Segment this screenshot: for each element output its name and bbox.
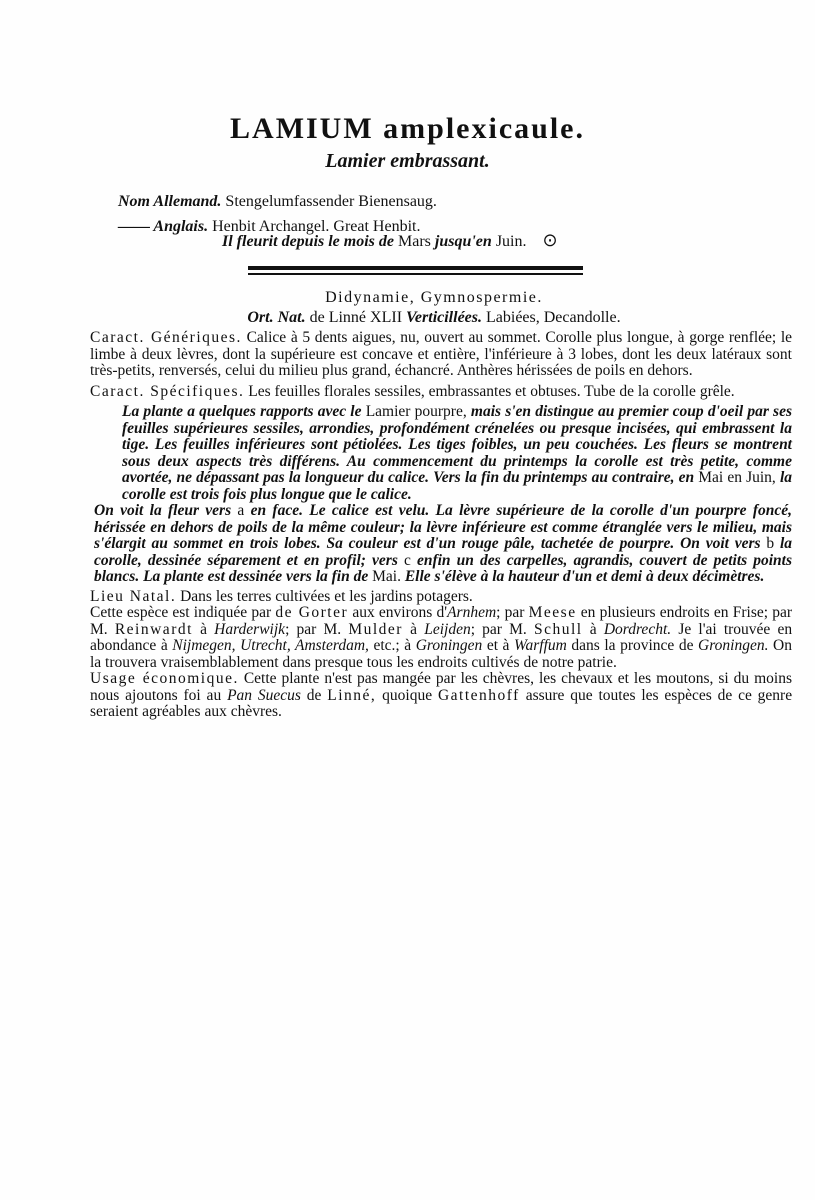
description-text: la corolle est trois fois plus longue que le calice.	[122, 469, 792, 503]
habitat-text: Je l'ai trouvée en abondance à	[90, 620, 793, 654]
flowering-end-month: Juin.	[495, 233, 527, 250]
english-name-value: Henbit Archangel. Great Henbit.	[212, 218, 421, 235]
place-name: Dordrecht.	[603, 620, 672, 638]
figure-letter-c: c	[403, 551, 411, 569]
habitat-paragraph	[76, 605, 792, 671]
specific-characters	[76, 384, 792, 401]
english-name-label: —— Anglais.	[118, 218, 209, 235]
natural-order-label: Ort. Nat.	[247, 308, 306, 326]
habitat-heading	[76, 589, 792, 606]
description-months: Mai en Juin,	[698, 469, 776, 486]
author-name: Linné,	[327, 686, 377, 704]
description-text: La plante a quelques rapports avec le	[122, 403, 362, 420]
work-title: Pan Suecus	[227, 686, 301, 704]
natural-order-decandolle: Labiées, Decandolle.	[486, 308, 621, 326]
flowering-text: Il fleurit depuis le mois de	[222, 233, 394, 250]
place-name: Arnhem	[447, 604, 497, 621]
habitat-label: Lieu Natal.	[90, 587, 177, 605]
author-name: Meese	[528, 604, 577, 621]
habitat-text: Dans les terres cultivées et les jardins potagers.	[180, 587, 473, 605]
habitat-text: ; par	[496, 604, 525, 621]
habitat-text: en plusieurs endroits en Frise; par M.	[90, 604, 793, 638]
usage-label: Usage économique.	[90, 670, 239, 687]
author-name: Gattenhoff	[437, 686, 520, 704]
place-name: Leijden	[424, 620, 471, 638]
linnaean-class: Didynamie, Gymnospermie.	[325, 289, 543, 306]
page-subtitle: Lamier embrassant.	[325, 150, 490, 172]
habitat-text: aux environs d'	[352, 604, 448, 621]
author-name: Mulder	[348, 620, 403, 638]
description-text: On voit la fleur vers	[94, 502, 232, 519]
description-text: Elle s'élève à la hauteur d'un et demi à deux décimètres.	[404, 568, 765, 585]
description-text: mais s'en distingue au premier coup d'oeil par ses feuilles supérieures sessiles, arrondies, profondément crénelées ou presque incisées, qui embrassent la tige. Les feuilles inférieures sont pétiolées. Les tiges foibles, un peu couchées. Les fleurs se montrent sous deux aspects très différens. Au commencement du printemps la corolle est très petite, comme avortée, ne dépassant pas la longueur du calice. Vers la fin du printemps au contraire, en	[122, 403, 792, 486]
body-text	[76, 290, 792, 721]
double-rule-top	[248, 266, 583, 270]
flowering-text-until: jusqu'en	[434, 233, 492, 250]
natural-order-linne: de Linné XLII	[309, 308, 403, 326]
habitat-text: etc.; à	[373, 637, 412, 654]
specific-characters-text: Les feuilles florales sessiles, embrassantes et obtuses. Tube de la corolle grêle.	[248, 382, 735, 400]
habitat-text: ; par M.	[470, 620, 527, 638]
place-name: Groningen	[415, 637, 483, 654]
description-species-ref: Lamier pourpre,	[365, 403, 467, 420]
description-month: Mai.	[372, 568, 401, 585]
usage-text: Cette plante n'est pas mangée par les chèvres, les chevaux et les moutons, si du moins nous ajoutons foi au	[90, 670, 792, 704]
habitat-text: ; par M.	[285, 620, 342, 638]
author-name: Reinwardt	[114, 620, 193, 638]
german-name-line	[118, 189, 437, 214]
description-text: en face. Le calice est velu. La lèvre supérieure de la corolle d'un pourpre foncé, hérissée en dehors de poils de la même couleur; la lèvre inférieure est comme étranglée vers le milieu, mais s'élargit au sommet en trois lobes. Sa couleur est d'un rouge pâle, tachetée de pourpre. On voit vers	[94, 502, 793, 552]
place-name: Nijmegen, Utrecht, Amsterdam,	[172, 637, 369, 654]
description-text: la corolle, dessinée séparement et en profil; vers	[94, 535, 793, 569]
habitat-text: à	[410, 620, 418, 638]
place-name: Harderwijk	[214, 620, 286, 638]
natural-order-verticillees: Verticillées.	[406, 308, 482, 326]
habitat-text: dans la province de	[571, 637, 694, 654]
author-name: Schull	[533, 620, 583, 638]
place-name: Warffum	[514, 637, 567, 654]
generic-characters-text: Calice à 5 dents aigues, nu, ouvert au sommet. Corolle plus longue, à gorge renflée; le limbe à deux lèvres, dont la supérieure est concave et entière, l'inférieure à 3 lobes, dont les deux latéraux sont très-petits, renversés, celui du milieu plus grand, échancré. Anthères hérissées de poils en dehors.	[90, 329, 793, 379]
description-paragraph-1	[94, 404, 792, 503]
natural-order	[76, 310, 792, 327]
flowering-start-month: Mars	[398, 233, 431, 250]
figure-letter-b: b	[766, 535, 775, 552]
german-name-value: Stengelumfassender Bienensaug.	[225, 193, 437, 210]
description-paragraph-2	[94, 503, 792, 586]
habitat-text: On la trouvera vraisemblablement dans presque tous les endroits cultivés de notre patrie.	[90, 637, 792, 671]
specific-characters-label: Caract. Spécifiques.	[90, 382, 245, 400]
usage-text: de	[306, 686, 322, 704]
annual-symbol-icon: ⊙	[542, 230, 558, 250]
usage-text: quoique	[382, 686, 433, 704]
habitat-text: à	[589, 620, 597, 638]
author-name: de Gorter	[275, 604, 349, 621]
flowering-period	[222, 230, 558, 251]
page-title: LAMIUM amplexicaule.	[230, 112, 585, 145]
double-rule-bottom	[248, 273, 583, 275]
usage-text: assure que toutes les espèces de ce genre seraient agréables aux chèvres.	[90, 686, 793, 720]
usage-paragraph	[76, 671, 792, 721]
generic-characters-label: Caract. Génériques.	[90, 329, 242, 346]
description	[76, 404, 792, 586]
german-name-label: Nom Allemand.	[118, 193, 222, 210]
habitat-text: Cette espèce est indiquée par	[90, 604, 272, 621]
figure-letter-a: a	[237, 502, 245, 519]
habitat-text: à	[200, 620, 207, 638]
generic-characters	[76, 330, 792, 380]
description-text: enfin un des carpelles, agrandis, couvert de petits points blancs. La plante est dessinée vers la fin de	[94, 551, 793, 585]
habitat-text: et à	[486, 637, 510, 654]
place-name: Groningen.	[698, 637, 769, 654]
